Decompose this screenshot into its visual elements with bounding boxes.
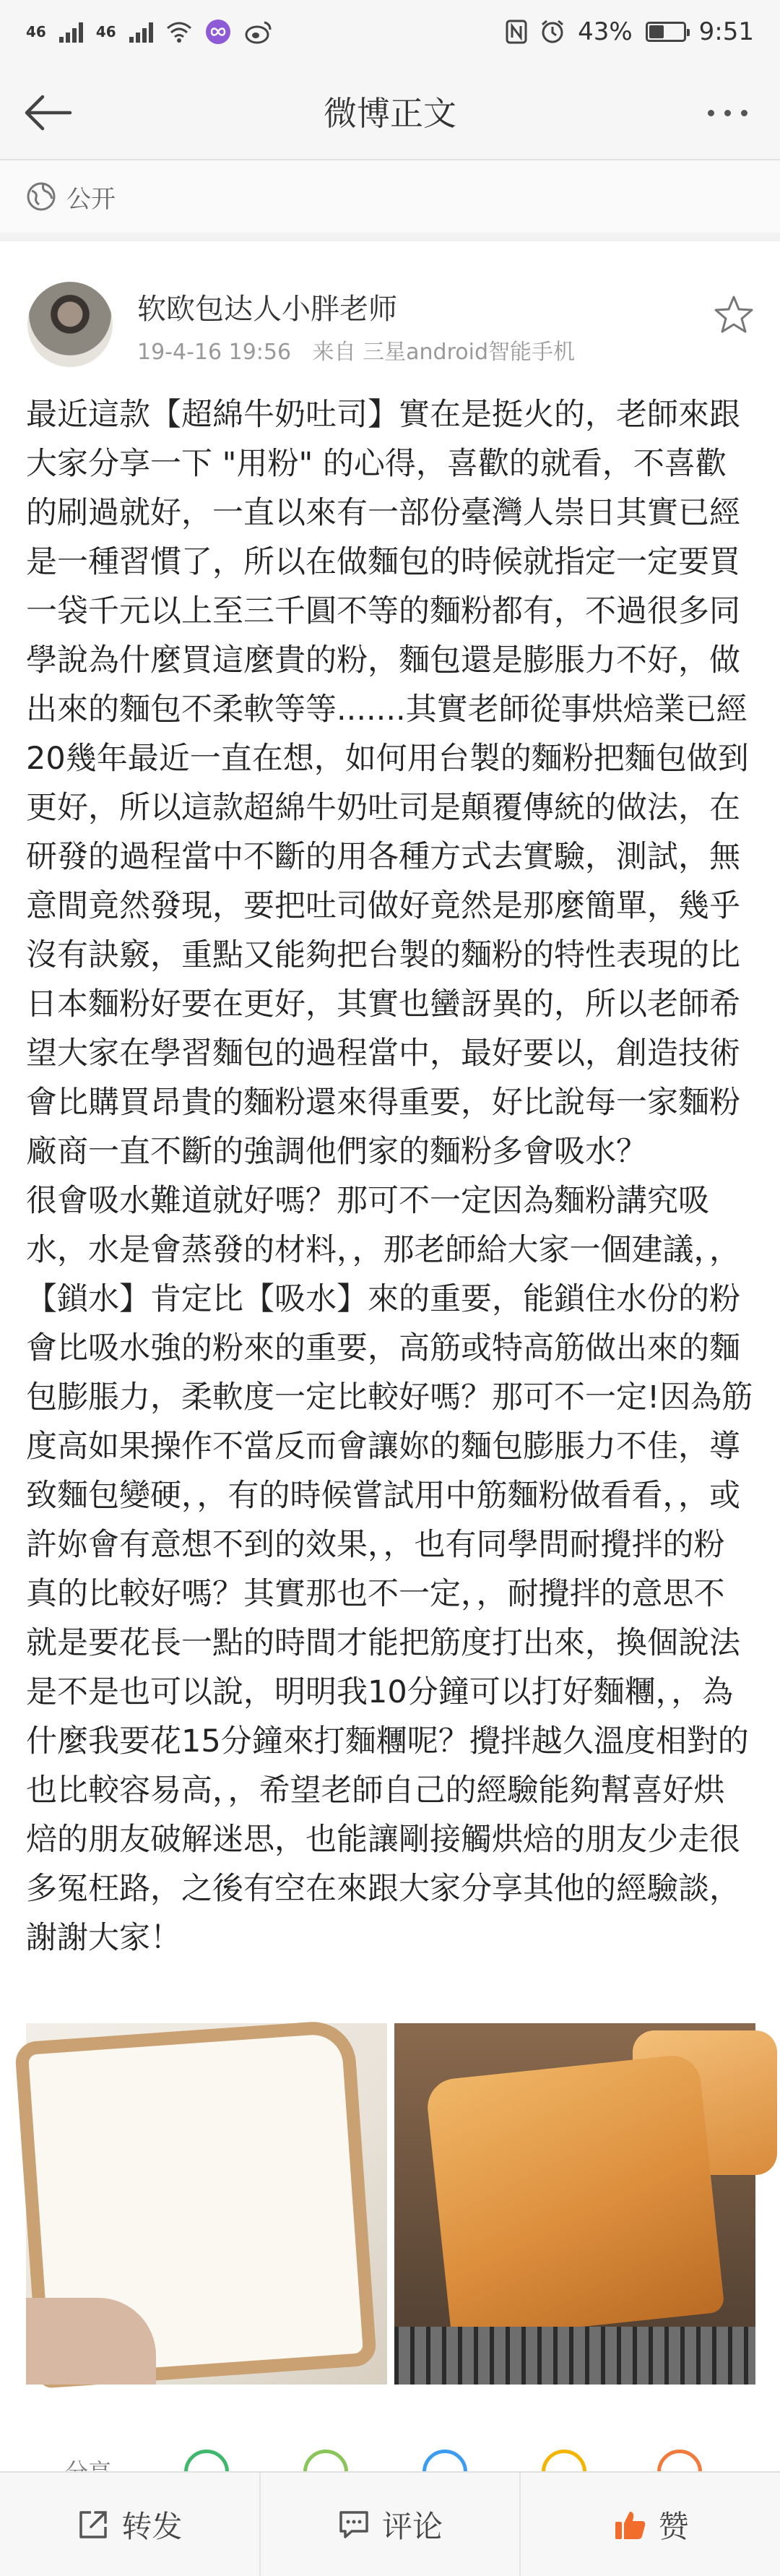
signal-label-2: 46 bbox=[95, 23, 116, 40]
nav-bar bbox=[0, 64, 780, 160]
share-row bbox=[0, 2442, 780, 2471]
infinity-app-icon bbox=[205, 19, 231, 45]
post-body-text: 最近這款【超綿牛奶吐司】實在是挺火的，老師來跟大家分享一下 "用粉" 的心得，喜歡的就看，不喜歡的刷過就好，一直以來有一部份臺灣人崇日其實已經是一種習慣了，所以在做麵包的時候就指定一定要買一袋千元以上至三千圓不等的麵粉都有，不過很多同學說為什麼買這麼貴的粉，麵包還是膨脹力不好，做出來的麵包不柔軟等等.......其實老師從事烘焙業已經20幾年最近一直在想，如何用台製的麵粉把麵包做到更好，所以這款超綿牛奶吐司是顛覆傳統的做法，在研發的過程當中不斷的用各種方式去實驗，測試，無意間竟然發現，要把吐司做好竟然是那麼簡單，幾乎沒有訣竅，重點又能夠把台製的麵粉的特性表現的比日本麵粉好要在更好，其實也蠻訝異的，所以老師希望大家在學習麵包的過程當中，最好要以，創造技術會比購買昂貴的麵粉還來得重要，好比說每一家麵粉廠商一直不斷的強調他們家的麵粉多會吸水？ 很會吸水難道就好嗎？那可不一定因為麵粉講究吸水，水是會蒸發的材料，，那老師給大家一個建議，，【鎖水】肯定比【吸水】來的重要，能鎖住水份的粉會比吸水強的粉來的重要，高筋或特高筋做出來的麵包膨脹力，柔軟度一定比較好嗎？那可不一定!因為筋度高如果操作不當反而會讓妳的麵包膨脹力不佳，導致麵包變硬，，有的時候嘗試用中筋麵粉做看看，，或許妳會有意想不到的效果，，也有同學問耐攪拌的粉真的比較好嗎？其實那也不一定，，耐攪拌的意思不就是要花長一點的時間才能把筋度打出來，換個說法是不是也可以說，明明我10分鐘可以打好麵糰，，為什麼我要花15分鐘來打麵糰呢？攪拌越久溫度相對的也比較容易高，，希望老師自己的經驗能夠幫喜好烘焙的朋友破解迷思，也能讓剛接觸烘焙的朋友少走很多冤枉路，之後有空在來跟大家分享其他的經驗談，謝謝大家！ bbox=[26, 397, 753, 1956]
nfc-icon bbox=[506, 20, 527, 44]
battery-icon bbox=[646, 22, 686, 42]
star-icon bbox=[712, 293, 755, 337]
repost-label: 转发 bbox=[121, 2508, 183, 2544]
post-meta bbox=[137, 334, 575, 366]
visibility-label: 公开 bbox=[66, 184, 116, 214]
visibility-row bbox=[0, 160, 780, 241]
back-button[interactable] bbox=[20, 85, 75, 140]
weibo-app-icon bbox=[244, 20, 273, 44]
author-name[interactable]: 软欧包达人小胖老师 bbox=[137, 293, 397, 326]
more-options-button[interactable] bbox=[695, 85, 760, 140]
clock: 9:51 bbox=[698, 17, 754, 46]
post-photo-1[interactable] bbox=[26, 2023, 387, 2385]
battery-fill bbox=[649, 25, 664, 38]
signal-bars-icon bbox=[59, 21, 83, 43]
comment-button[interactable] bbox=[259, 2473, 520, 2576]
post-photo-2[interactable] bbox=[394, 2023, 755, 2385]
arrow-left-icon bbox=[22, 95, 73, 131]
battery-percent: 43% bbox=[578, 17, 633, 46]
status-bar bbox=[0, 0, 780, 64]
thumbs-up-icon bbox=[612, 2507, 647, 2542]
comment-icon bbox=[337, 2508, 370, 2541]
avatar[interactable] bbox=[27, 282, 113, 367]
comment-label: 评论 bbox=[382, 2508, 443, 2544]
signal-label-1: 46 bbox=[26, 23, 46, 40]
share-out-icon bbox=[77, 2508, 110, 2541]
post-source: 来自 三星android智能手机 bbox=[312, 340, 576, 365]
bottom-action-bar bbox=[0, 2471, 780, 2576]
favorite-button[interactable] bbox=[712, 293, 755, 337]
like-button[interactable] bbox=[519, 2473, 780, 2576]
repost-button[interactable] bbox=[0, 2473, 259, 2576]
status-left bbox=[26, 19, 273, 45]
alarm-icon bbox=[540, 20, 565, 44]
author-header bbox=[0, 267, 780, 376]
like-label: 赞 bbox=[658, 2508, 689, 2544]
globe-icon bbox=[26, 181, 56, 212]
post-date: 19-4-16 19:56 bbox=[137, 340, 292, 365]
page-title: 微博正文 bbox=[324, 94, 456, 133]
status-right bbox=[506, 17, 754, 46]
wifi-icon bbox=[166, 21, 192, 43]
signal-bars-2-icon bbox=[129, 21, 153, 43]
